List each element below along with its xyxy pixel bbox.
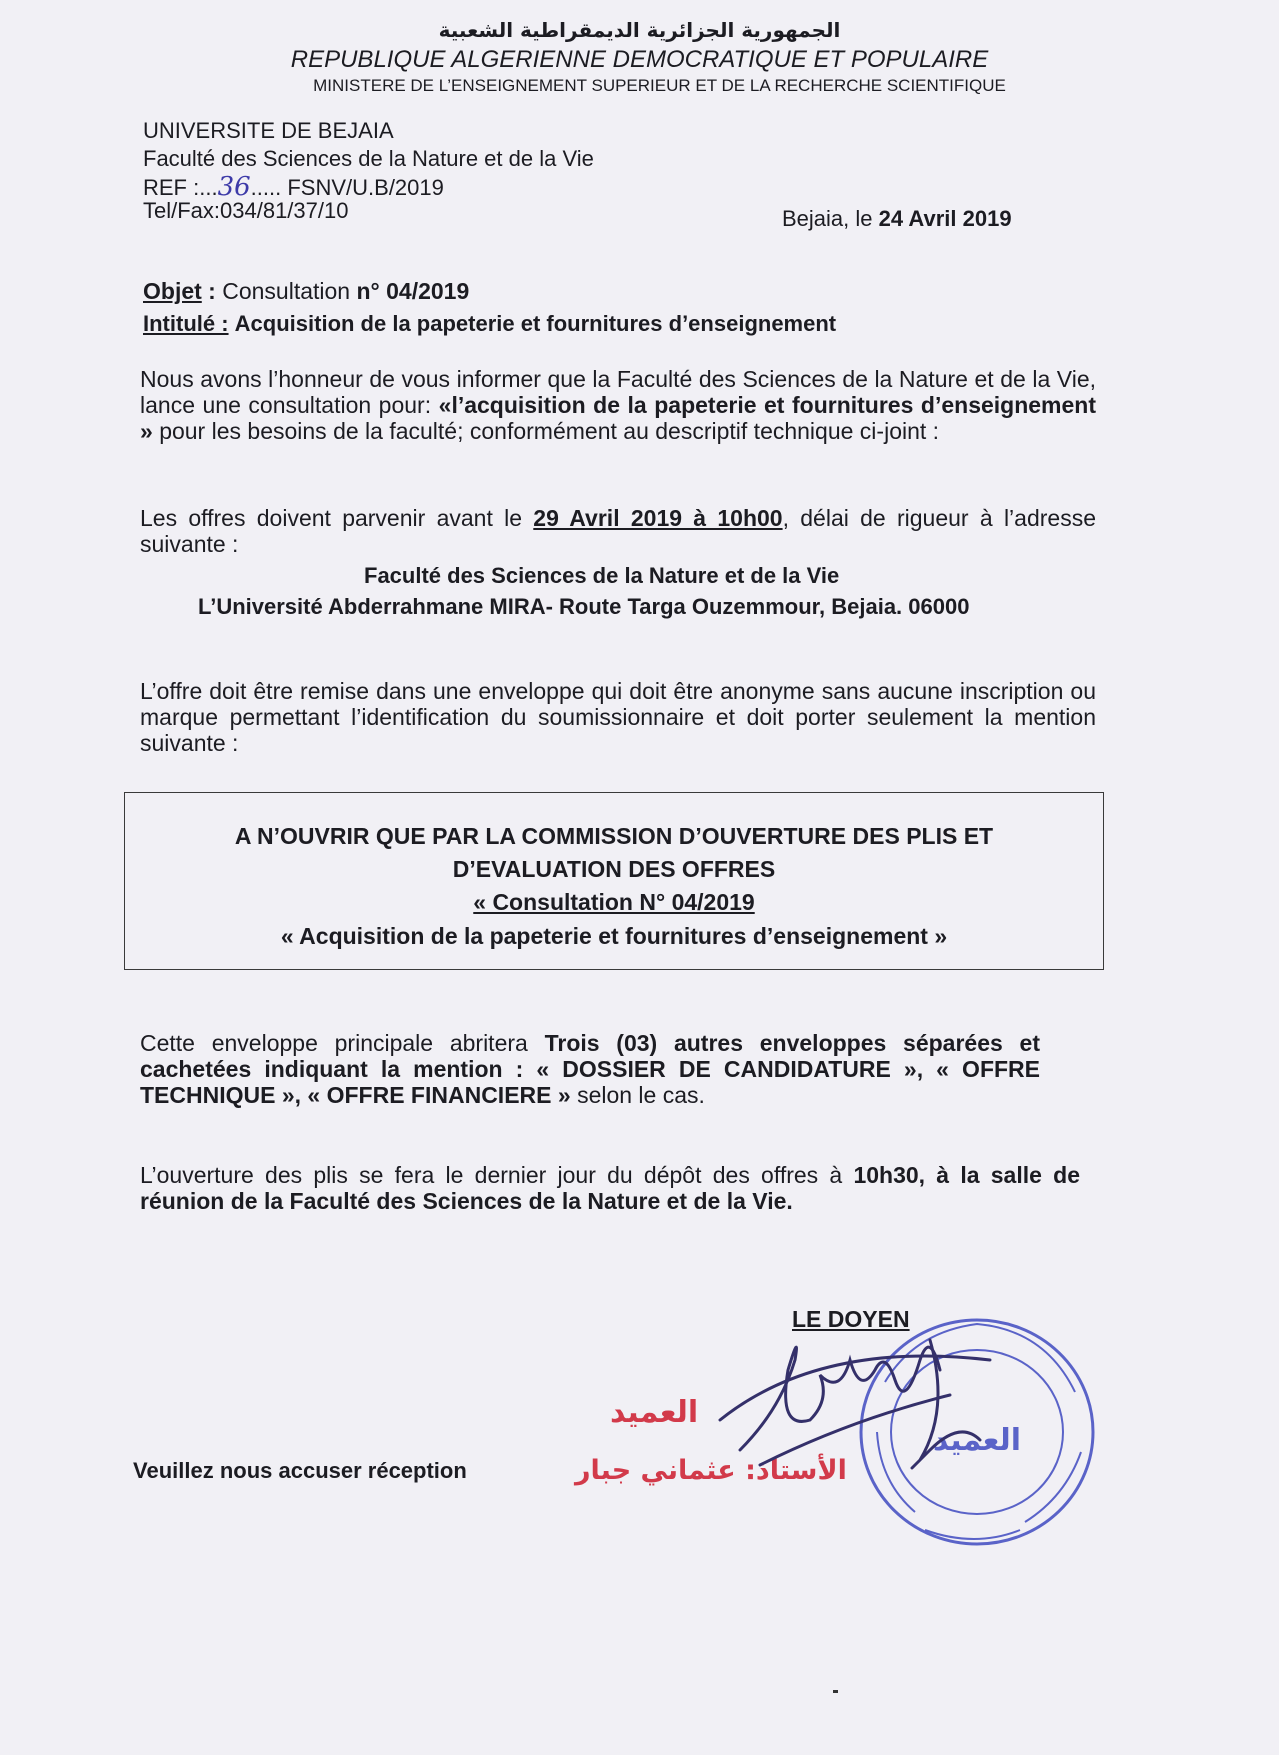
reference-line: REF :...36..... FSNV/U.B/2019 [143, 172, 444, 202]
intro-object: «l’acquisition de la papeterie et fournitures d’enseignement » [140, 392, 1097, 444]
acknowledge-receipt: Veuillez nous accuser réception [133, 1458, 467, 1483]
deadline-text: Les offres doivent parvenir avant le [140, 505, 523, 531]
address-line-1: Faculté des Sciences de la Nature et de la Vie [364, 563, 840, 588]
date-value: 24 Avril 2019 [878, 206, 1012, 231]
handwritten-signature [700, 1300, 1000, 1490]
objet-text: Consultation [222, 278, 351, 304]
university-name: UNIVERSITE DE BEJAIA [143, 118, 394, 143]
intitule-line [143, 311, 836, 337]
deadline-date: 29 Avril 2019 à 10h00 [533, 505, 783, 531]
mention-line-3: « Consultation N° 04/2019 [473, 889, 755, 915]
ref-number-handwritten: 36 [217, 172, 251, 202]
intitule-label: Intitulé : [143, 311, 229, 336]
envelope-mention-box [124, 792, 1104, 970]
address-line-2: L’Université Abderrahmane MIRA- Route Targa Ouzemmour, Bejaia. 06000 [198, 594, 970, 619]
telfax: Tel/Fax:034/81/37/10 [143, 198, 349, 223]
republic-title: REPUBLIQUE ALGERIENNE DEMOCRATIQUE ET POPULAIRE [290, 46, 989, 73]
paragraph-deadline [140, 505, 1096, 557]
paragraph-envelope: L’offre doit être remise dans une enveloppe qui doit être anonyme sans aucune inscription ou marque permettant l’identification du soumissionnaire et doit porter seulement la mention suivante : [140, 678, 1096, 756]
ref-prefix: REF : [143, 175, 200, 200]
paragraph-opening [140, 1162, 1080, 1214]
sub-envelopes-mentions: Trois (03) autres enveloppes séparées et cachetées indiquant la mention : « DOSSIER DE CANDIDATURE », « OFFRE TECHNIQUE », « OFFRE FINANCIERE » [140, 1030, 1041, 1108]
intro-text: Nous avons l’honneur de vous informer que la Faculté des Sciences de la Nature et de la Vie, lance une consultation pour: [140, 366, 1096, 418]
opening-text: L’ouverture des plis se fera le dernier jour du dépôt des offres à [140, 1162, 843, 1188]
sub-envelopes-text: Cette enveloppe principale abritera [140, 1030, 528, 1056]
sub-envelopes-end: selon le cas. [577, 1082, 705, 1108]
intro-end: pour les besoins de la faculté; conformément au descriptif technique ci-joint : [159, 418, 940, 444]
mention-line-4: « Acquisition de la papeterie et fournitures d’enseignement » [280, 923, 948, 949]
signatory-title: LE DOYEN [792, 1306, 910, 1332]
faculty-name: Faculté des Sciences de la Nature et de la Vie [143, 146, 594, 171]
objet-number: n° 04/2019 [356, 278, 470, 304]
seal-center-text: العميد [932, 1423, 1022, 1458]
objet-line: Objet : Consultation n° 04/2019 [143, 278, 470, 304]
red-stamp-title: العميد [610, 1395, 699, 1430]
mention-line-1: A N’OUVRIR QUE PAR LA COMMISSION D’OUVERTURE DES PLIS ET [234, 823, 994, 849]
deadline-end: , délai de rigueur à l’adresse suivante : [140, 505, 1096, 557]
page-mark [833, 1690, 838, 1693]
objet-label: Objet [143, 278, 202, 304]
paragraph-sub-envelopes [140, 1030, 1040, 1108]
red-stamp-name: الأستاذ: عثماني جبار [575, 1455, 847, 1486]
date-prefix: Bejaia, le [782, 206, 873, 231]
ministry-title: MINISTERE DE L’ENSEIGNEMENT SUPERIEUR ET DE LA RECHERCHE SCIENTIFIQUE [313, 76, 1006, 95]
ref-suffix: FSNV/U.B/2019 [287, 175, 444, 200]
opening-time-place: 10h30, à la salle de réunion de la Faculté des Sciences de la Nature et de la Vie. [140, 1162, 1080, 1214]
arabic-republic-title: الجمهورية الجزائرية الديمقراطية الشعبية [438, 18, 841, 42]
paragraph-intro [140, 366, 1096, 444]
letter-date [782, 206, 1012, 232]
intitule-text: Acquisition de la papeterie et fournitures d’enseignement [234, 311, 837, 336]
mention-line-2: D’EVALUATION DES OFFRES [452, 856, 776, 882]
